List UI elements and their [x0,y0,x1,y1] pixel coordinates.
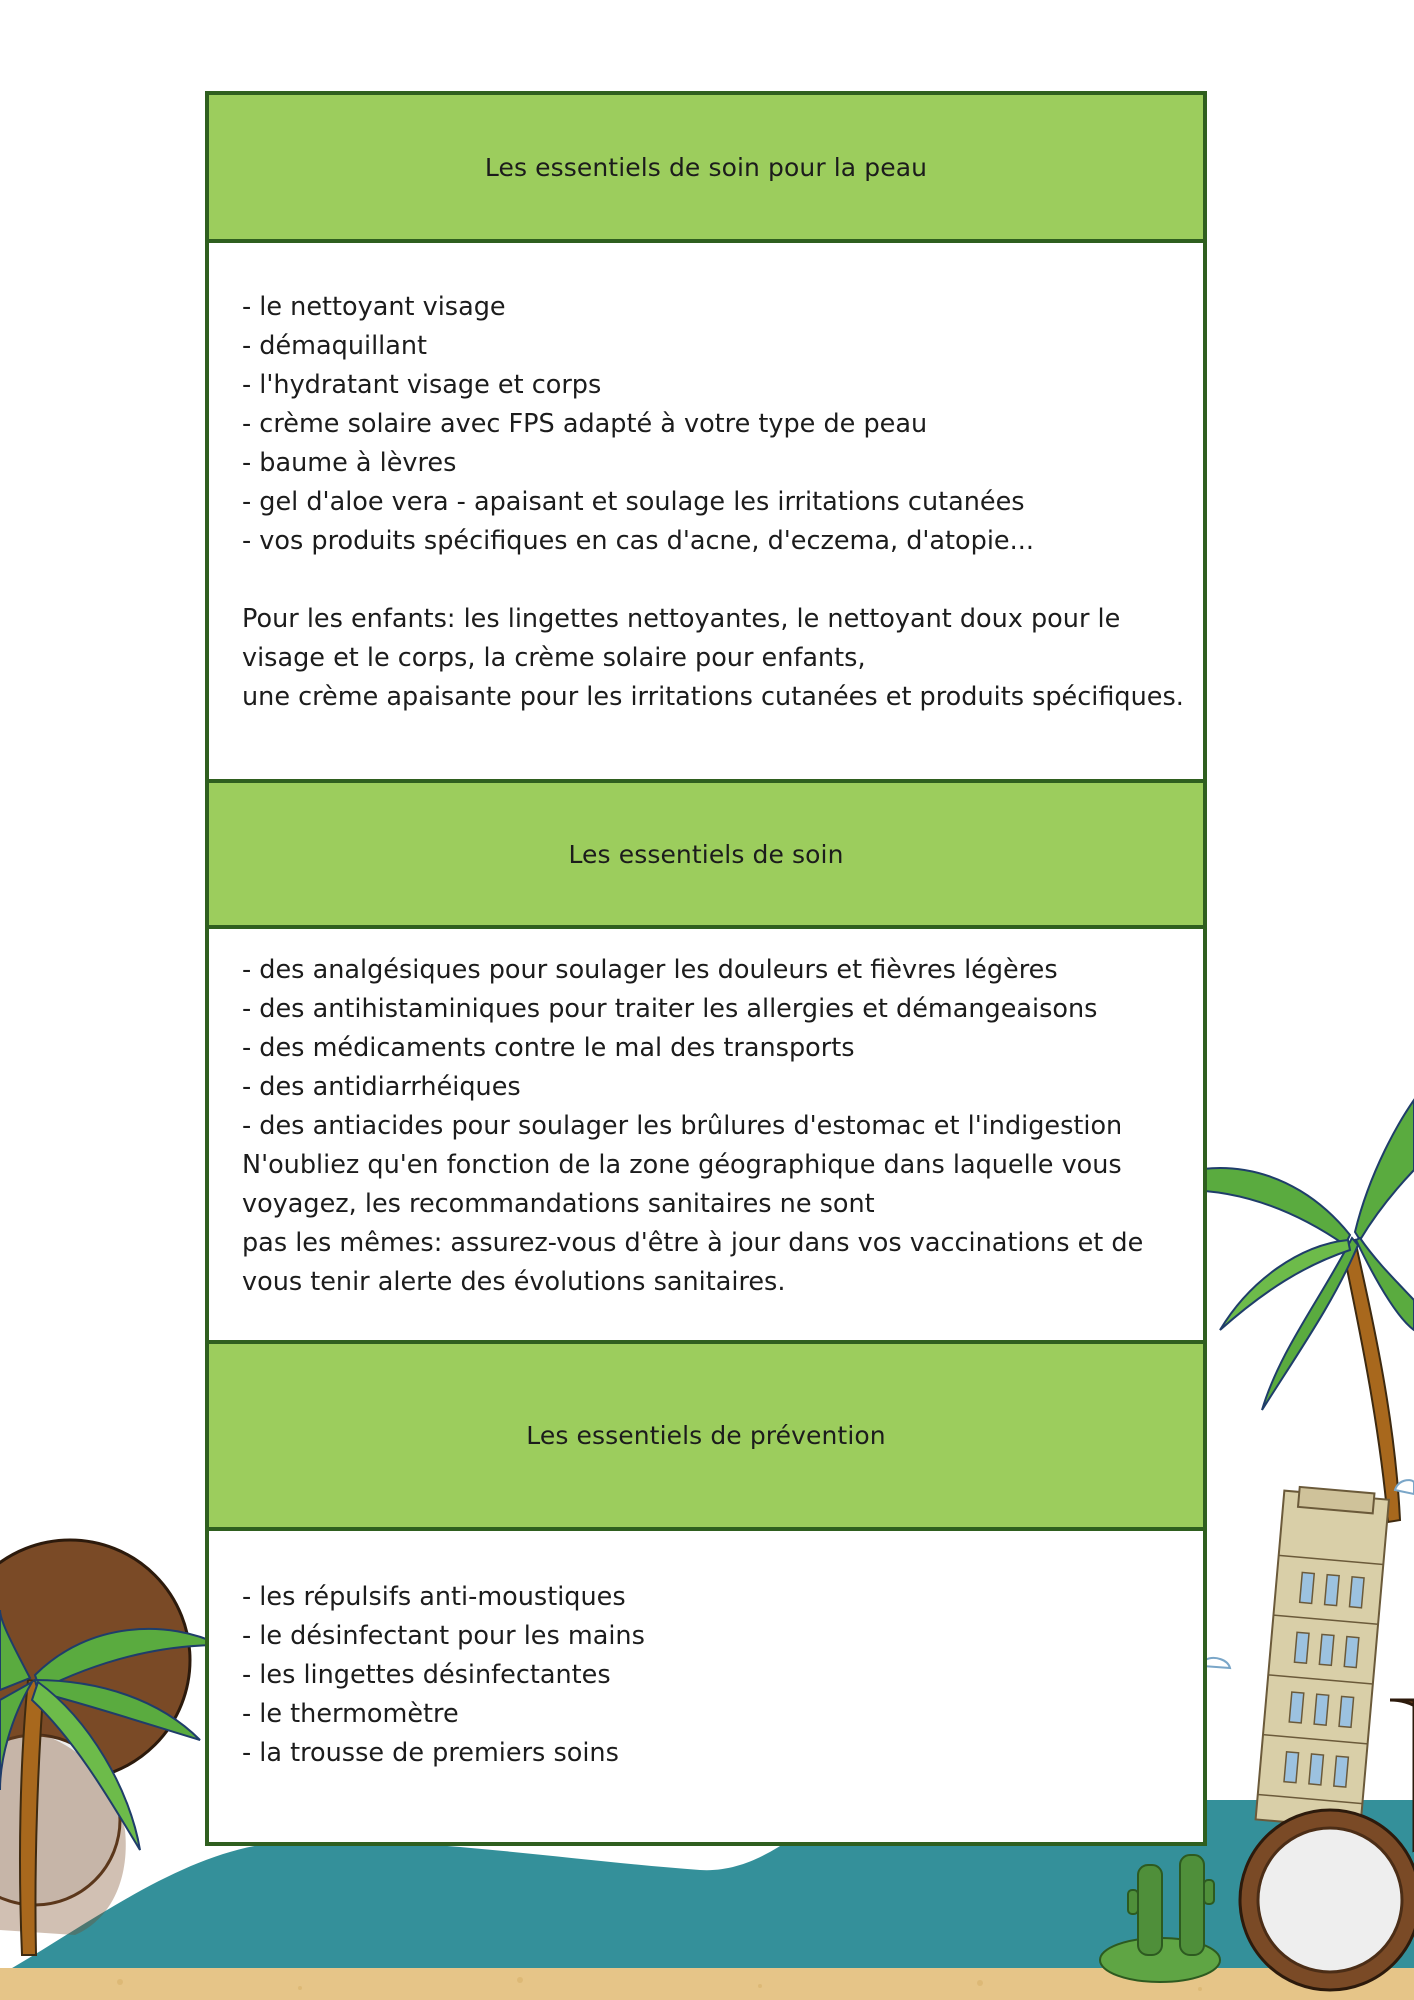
note-line: pas les mêmes: assurez-vous d'être à jour dans vos vaccinations et de [242,1228,1144,1258]
list-item: - la trousse de premiers soins [242,1738,619,1768]
note-line: Pour les enfants: les lingettes nettoyantes, le nettoyant doux pour le [242,604,1121,634]
leaning-tower-of-pisa-icon [1256,1486,1390,1829]
list-item: - le nettoyant visage [242,292,506,322]
list-item: - des analgésiques pour soulager les douleurs et fièvres légères [242,955,1058,985]
section-title: Les essentiels de soin [568,839,844,869]
list-item: - des antiacides pour soulager les brûlures d'estomac et l'indigestion [242,1111,1123,1141]
list-item: - des antihistaminiques pour traiter les allergies et démangeaisons [242,994,1098,1024]
list-item: - démaquillant [242,331,428,361]
list-item: - vos produits spécifiques en cas d'acne, d'eczema, d'atopie... [242,526,1034,556]
list-item: - baume à lèvres [242,448,457,478]
section-title: Les essentiels de prévention [526,1421,886,1450]
section-header-care [209,783,1203,925]
section-header-skin-care [209,95,1203,239]
note-line: visage et le corps, la crème solaire pour enfants, [242,643,866,673]
section-body-skin-care [209,243,1203,779]
note-line: N'oubliez qu'en fonction de la zone géographique dans laquelle vous [242,1150,1122,1180]
section-body-care [209,929,1203,1340]
list-item: - les répulsifs anti-moustiques [242,1582,626,1612]
list-item: - gel d'aloe vera - apaisant et soulage les irritations cutanées [242,487,1025,517]
note-line: voyagez, les recommandations sanitaires ne sont [242,1189,875,1219]
list-item: - des médicaments contre le mal des transports [242,1033,855,1063]
section-title: Les essentiels de soin pour la peau [484,152,928,182]
list-item: - l'hydratant visage et corps [242,370,602,400]
section-body-prevention [209,1531,1203,1842]
list-item: - crème solaire avec FPS adapté à votre type de peau [242,409,928,439]
note-line: une crème apaisante pour les irritations cutanées et produits spécifiques. [242,682,1184,712]
list-item: - le thermomètre [242,1699,459,1729]
essentials-table [205,91,1207,1846]
list-item: - les lingettes désinfectantes [242,1660,611,1690]
list-item: - des antidiarrhéiques [242,1072,521,1102]
note-line: vous tenir alerte des évolutions sanitaires. [242,1267,786,1297]
section-header-prevention [209,1344,1203,1527]
list-item: - le désinfectant pour les mains [242,1621,645,1651]
